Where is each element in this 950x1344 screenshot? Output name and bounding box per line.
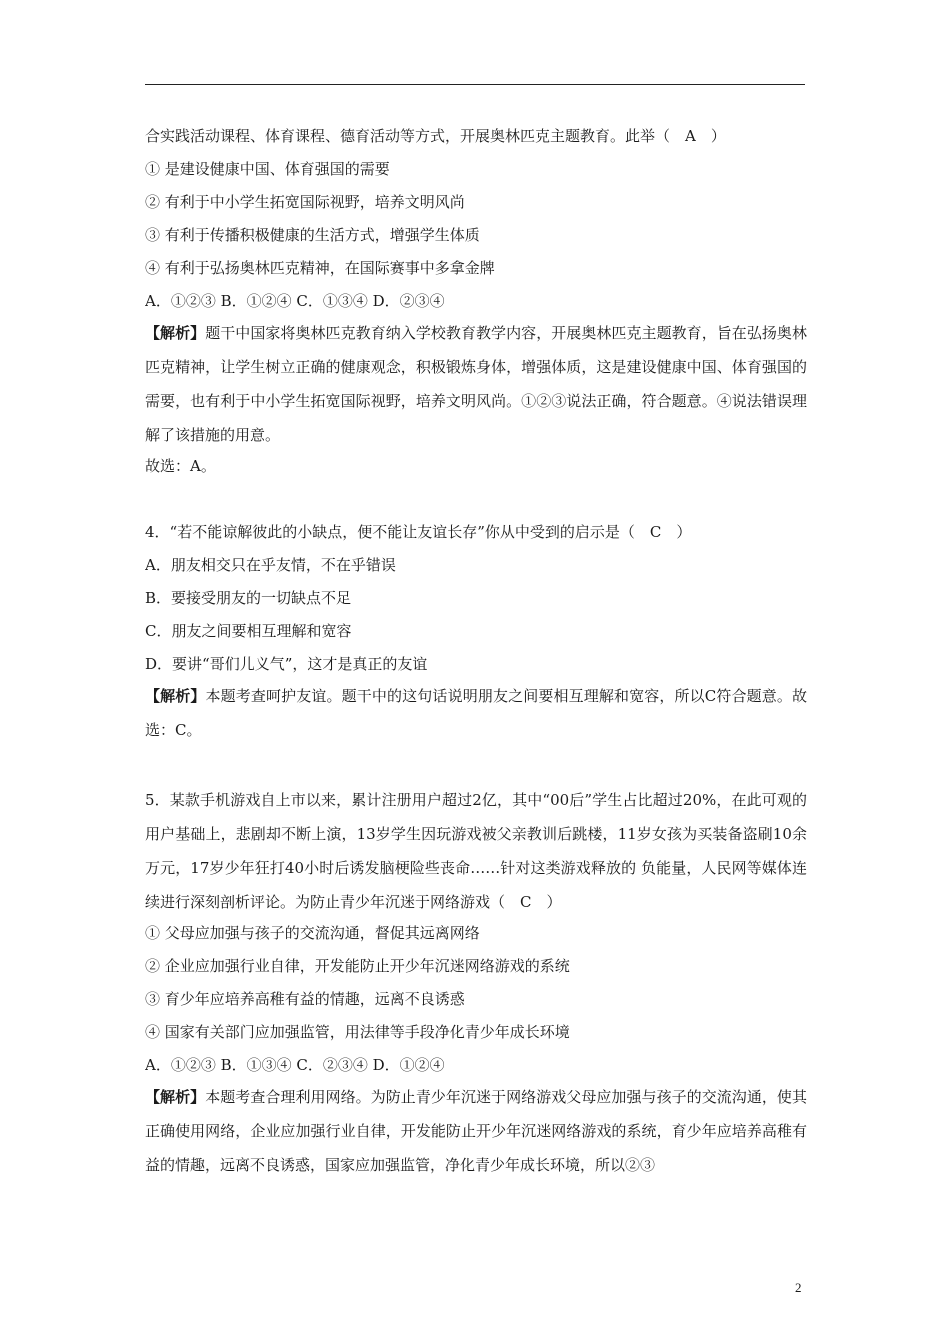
q4-option-a: A．朋友相交只在乎友情，不在乎错误 — [145, 556, 396, 574]
q5-item-1: ① 父母应加强与孩子的交流沟通，督促其远离网络 — [145, 924, 480, 942]
q3-item-4: ④ 有利于弘扬奥林匹克精神，在国际赛事中多拿金牌 — [145, 259, 495, 277]
page-content — [145, 124, 807, 1182]
q4-option-d: D．要讲“哥们儿义气”，这才是真正的友谊 — [145, 655, 428, 673]
q5-item-2: ② 企业应加强行业自律，开发能防止开少年沉迷网络游戏的系统 — [145, 957, 570, 975]
q4-stem: 4．“若不能谅解彼此的小缺点，便不能让友谊长存”你从中受到的启示是（ C ） — [145, 523, 692, 541]
q4-analysis-tag: 【解析】 — [145, 687, 206, 705]
q3-item-3: ③ 有利于传播积极健康的生活方式，增强学生体质 — [145, 226, 480, 244]
q5-analysis-tag: 【解析】 — [145, 1088, 206, 1106]
q4-option-b: B．要接受朋友的一切缺点不足 — [145, 589, 352, 607]
page-number: 2 — [795, 1280, 802, 1295]
q3-options: A．①②③ B．①②④ C．①③④ D．②③④ — [145, 292, 445, 310]
q5-options: A．①②③ B．①③④ C．②③④ D．①②④ — [145, 1056, 445, 1074]
q3-analysis-text: 题干中国家将奥林匹克教育纳入学校教育教学内容，开展奥林匹克主题教育，旨在弘扬奥林匹克精神，让学生树立正确的健康观念，积极锻炼身体，增强体质，这是建设健康中国、体育强国的需要，也有利于中小学生拓宽国际视野，培养文明风尚。①②③说法正确，符合题意。④说法错误理解了该措施的用意。 — [145, 324, 807, 444]
q5-stem: 5．某款手机游戏自上市以来，累计注册用户超过2亿，其中“00后”学生占比超过20%，在此可观的用户基础上，悲剧却不断上演，13岁学生因玩游戏被父亲教训后跳楼，11岁女孩为买装备盗刷10余万元，17岁少年狂打40小时后诱发脑梗险些丧命……针对这类游戏释放的 负能量，人民网等媒体连续进行深刻剖析评论。为防止青少年沉迷于网络游戏（ C ） — [145, 791, 807, 911]
q3-analysis-tag: 【解析】 — [145, 324, 206, 342]
q3-item-1: ① 是建设健康中国、体育强国的需要 — [145, 160, 390, 178]
q3-item-2: ② 有利于中小学生拓宽国际视野，培养文明风尚 — [145, 193, 465, 211]
header-rule — [145, 84, 805, 85]
q4-analysis — [145, 679, 807, 747]
q5-analysis — [145, 1080, 807, 1182]
q4-option-c: C．朋友之间要相互理解和宽容 — [145, 622, 352, 640]
q4-analysis-text: 本题考查呵护友谊。题干中的这句话说明朋友之间要相互理解和宽容，所以C符合题意。故选：C。 — [145, 687, 807, 739]
q5-item-3: ③ 育少年应培养高稚有益的情趣，远离不良诱惑 — [145, 990, 465, 1008]
q3-answer: 故选：A。 — [145, 457, 216, 475]
q5-item-4: ④ 国家有关部门应加强监管，用法律等手段净化青少年成长环境 — [145, 1023, 570, 1041]
q5-analysis-text: 本题考查合理利用网络。为防止青少年沉迷于网络游戏父母应加强与孩子的交流沟通，使其正确使用网络，企业应加强行业自律，开发能防止开少年沉迷网络游戏的系统，育少年应培养高稚有益的情趣，远离不良诱惑，国家应加强监管，净化青少年成长环境，所以②③ — [145, 1088, 807, 1174]
q3-stem-tail: 合实践活动课程、体育课程、德育活动等方式，开展奥林匹克主题教育。此举（ A ） — [145, 127, 726, 145]
q3-analysis — [145, 316, 807, 452]
